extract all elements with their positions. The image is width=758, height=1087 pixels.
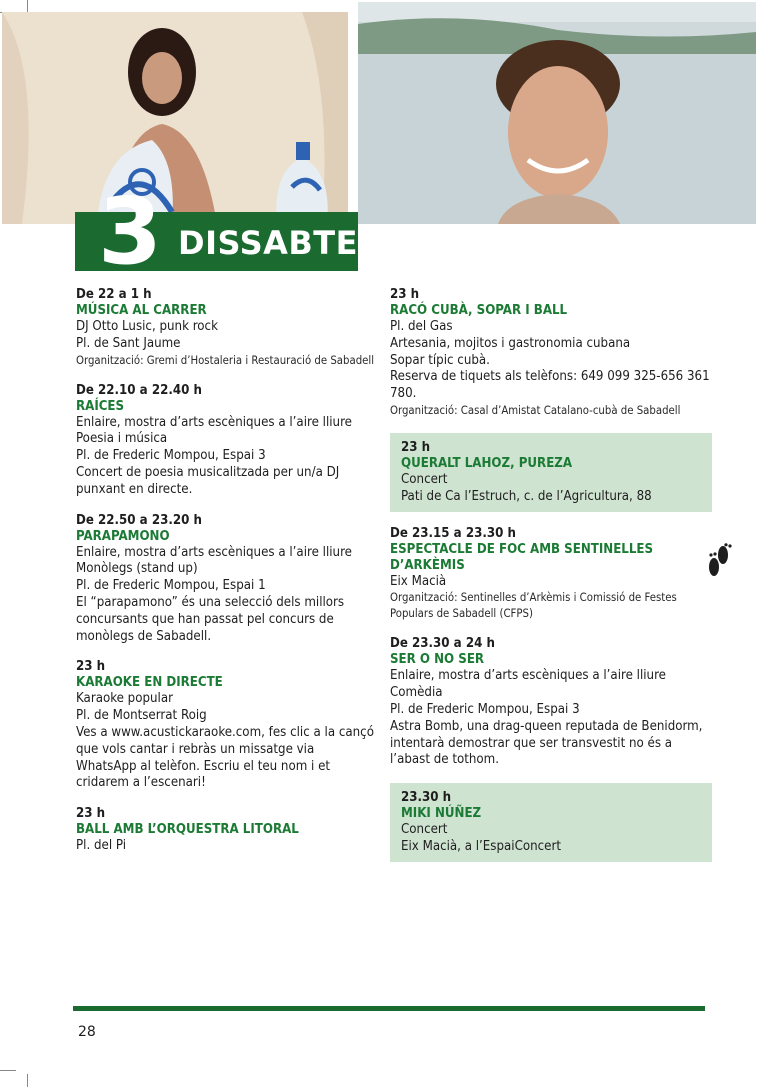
event-item bbox=[76, 287, 376, 369]
event-organizer: Organització: Casal d’Amistat Catalano-cubà de Sabadell bbox=[390, 403, 681, 417]
event-detail: El “parapamono” és una selecció dels millors concursants que han passat pel concurs de monòlegs de Sabadell. bbox=[76, 594, 345, 644]
day-name: DISSABTE bbox=[178, 224, 358, 262]
event-detail: Artesania, mojitos i gastronomia cubana bbox=[390, 335, 631, 351]
event-time: De 23.15 a 23.30 h bbox=[390, 525, 516, 541]
event-detail: Pl. de Montserrat Roig bbox=[76, 708, 207, 724]
event-title: QUERALT LAHOZ, PUREZA bbox=[401, 455, 573, 471]
event-item bbox=[390, 636, 712, 769]
event-detail: Pl. de Frederic Mompou, Espai 3 bbox=[76, 448, 266, 464]
events-column-right bbox=[390, 287, 712, 876]
event-detail: Ves a www.acustickaraoke.com, fes clic a la cançó que vols cantar i rebràs un missatge via WhatsApp al telèfon. Escriu el teu nom i et cridarem a l’escenari! bbox=[76, 724, 374, 791]
event-title: RACÓ CUBÀ, SOPAR I BALL bbox=[390, 303, 568, 318]
event-organizer: Organització: Sentinelles d’Arkèmis i Comissió de Festes Populars de Sabadell (CFPS) bbox=[390, 591, 677, 621]
event-title: ESPECTACLE DE FOC AMB SENTINELLES D’ARKÈMIS bbox=[390, 541, 654, 573]
event-time: 23 h bbox=[390, 287, 420, 302]
event-item bbox=[76, 383, 376, 499]
event-detail: Astra Bomb, una drag-queen reputada de Benidorm, intentarà demostrar que ser transvestit no és a l’abast de tothom. bbox=[390, 718, 703, 768]
event-time: 23 h bbox=[76, 806, 106, 822]
event-detail: Sopar típic cubà. bbox=[390, 352, 490, 368]
event-detail: Pl. de Frederic Mompou, Espai 1 bbox=[76, 578, 266, 594]
event-time: De 22 a 1 h bbox=[76, 287, 152, 302]
event-item bbox=[390, 287, 712, 419]
event-detail: Reserva de tiquets als telèfons: 649 099 325-656 361 780. bbox=[390, 369, 710, 402]
event-detail: Comèdia bbox=[390, 685, 443, 701]
event-title: MIKI NÚÑEZ bbox=[401, 806, 482, 822]
event-time: De 23.30 a 24 h bbox=[390, 636, 495, 652]
event-detail: Eix Macià bbox=[390, 573, 447, 589]
event-detail: Monòlegs (stand up) bbox=[76, 561, 198, 577]
highlighted-event bbox=[390, 783, 712, 862]
event-detail: Concert bbox=[401, 471, 448, 487]
crop-mark bbox=[0, 1070, 16, 1071]
event-organizer: Organització: Gremi d’Hostaleria i Restauració de Sabadell bbox=[76, 353, 375, 367]
event-time: 23 h bbox=[401, 439, 431, 455]
event-time: 23 h bbox=[76, 659, 106, 675]
highlighted-event bbox=[390, 433, 712, 512]
crop-mark bbox=[27, 1074, 28, 1087]
event-item bbox=[76, 513, 376, 646]
day-number: 3 bbox=[98, 178, 161, 285]
event-detail: Concert de poesia musicalitzada per un/a DJ punxant en directe. bbox=[76, 464, 340, 497]
page-number: 28 bbox=[78, 1024, 96, 1040]
woman-with-vases-photo bbox=[2, 12, 348, 224]
event-item bbox=[76, 806, 376, 855]
event-detail: Concert bbox=[401, 822, 448, 838]
event-detail: Enlaire, mostra d’arts escèniques a l’aire lliure bbox=[390, 668, 666, 684]
event-detail: Pl. del Gas bbox=[390, 319, 453, 334]
event-detail: Pati de Ca l’Estruch, c. de l’Agricultura, 88 bbox=[401, 488, 652, 504]
event-detail: Enlaire, mostra d’arts escèniques a l’aire lliure bbox=[76, 544, 352, 560]
event-detail: Pl. de Frederic Mompou, Espai 3 bbox=[390, 701, 580, 717]
event-detail: Poesia i música bbox=[76, 431, 168, 447]
event-title: PARAPAMONO bbox=[76, 528, 170, 544]
event-title: KARAOKE EN DIRECTE bbox=[76, 675, 223, 691]
events-column-left bbox=[76, 287, 376, 869]
event-time: De 22.50 a 23.20 h bbox=[76, 512, 202, 528]
event-time: De 22.10 a 22.40 h bbox=[76, 382, 202, 398]
footer-rule bbox=[73, 1006, 705, 1011]
crop-mark bbox=[27, 0, 28, 12]
event-detail: Karaoke popular bbox=[76, 691, 173, 707]
event-title: BALL AMB L’ORQUESTRA LITORAL bbox=[76, 822, 299, 838]
event-title: RAÍCES bbox=[76, 398, 125, 414]
footprints-icon bbox=[706, 543, 732, 579]
event-title: SER O NO SER bbox=[390, 652, 485, 668]
event-item bbox=[76, 659, 376, 792]
smiling-man-photo bbox=[358, 2, 756, 224]
event-time: 23.30 h bbox=[401, 790, 452, 806]
event-detail: DJ Otto Lusic, punk rock bbox=[76, 319, 218, 334]
event-detail: Eix Macià, a l’EspaiConcert bbox=[401, 838, 562, 854]
event-title: MÚSICA AL CARRER bbox=[76, 303, 207, 318]
event-detail: Pl. de Sant Jaume bbox=[76, 335, 181, 351]
event-detail: Pl. del Pi bbox=[76, 838, 127, 854]
event-item bbox=[390, 526, 712, 623]
event-detail: Enlaire, mostra d’arts escèniques a l’aire lliure bbox=[76, 414, 352, 430]
